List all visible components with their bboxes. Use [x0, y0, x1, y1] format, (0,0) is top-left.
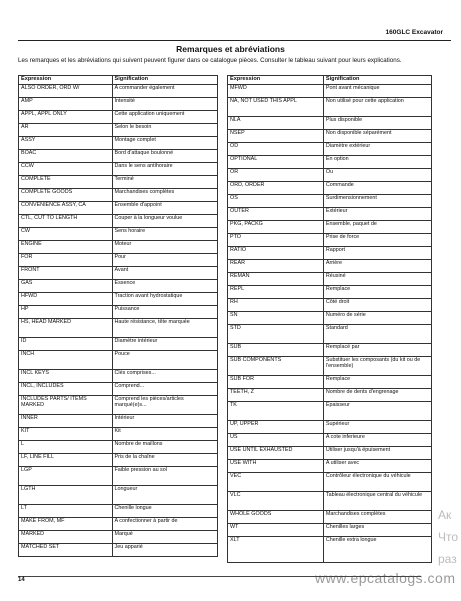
- signification-cell: Dans le sens antihoraire: [112, 163, 217, 176]
- table-row: [19, 467, 218, 486]
- expression-cell: NLA: [228, 117, 324, 130]
- expression-cell: PTO: [228, 234, 324, 247]
- signification-cell: Commande: [323, 182, 431, 195]
- expression-cell: PKG, PACKG: [228, 221, 324, 234]
- table-row: [19, 396, 218, 415]
- table-row: [228, 524, 432, 537]
- expression-cell: STD: [228, 325, 324, 344]
- signification-cell: Avant: [112, 267, 217, 280]
- table-row: [228, 299, 432, 312]
- signification-cell: Cette application uniquement: [112, 111, 217, 124]
- expression-cell: XLT: [228, 537, 324, 563]
- expression-cell: KIT: [19, 428, 113, 441]
- signification-cell: Chenille extra longue: [323, 537, 431, 563]
- table-row: [228, 447, 432, 460]
- column-header-signification: Signification: [323, 76, 431, 85]
- table-row: [19, 254, 218, 267]
- signification-cell: Intérieur: [112, 415, 217, 428]
- table-row: [228, 357, 432, 376]
- table-row: [228, 247, 432, 260]
- expression-cell: NA, NOT USED THIS APPL: [228, 98, 324, 117]
- signification-cell: Selon le besoin: [112, 124, 217, 137]
- signification-cell: Remplacé par: [323, 344, 431, 357]
- expression-cell: US: [228, 434, 324, 447]
- table-row: [228, 402, 432, 421]
- table-row: [228, 195, 432, 208]
- table-row: [19, 228, 218, 241]
- expression-cell: WHOLE GOODS: [228, 511, 324, 524]
- signification-cell: Traction avant hydrostatique: [112, 293, 217, 306]
- table-row: [228, 286, 432, 299]
- table-row: [19, 98, 218, 111]
- signification-cell: Arrière: [323, 260, 431, 273]
- abbreviations-table-left: [18, 75, 218, 557]
- expression-cell: RATIO: [228, 247, 324, 260]
- expression-cell: REMAN: [228, 273, 324, 286]
- signification-cell: Nombre de dents d'engrenage: [323, 389, 431, 402]
- signification-cell: A confectionner à partir de: [112, 518, 217, 531]
- expression-cell: FOR: [19, 254, 113, 267]
- watermark-text: www.epcatalogs.com: [315, 570, 456, 586]
- signification-cell: Bord d'attaque boulonné: [112, 150, 217, 163]
- table-row: [19, 111, 218, 124]
- expression-cell: OUTER: [228, 208, 324, 221]
- table-row: [228, 98, 432, 117]
- expression-cell: COMPLETE GOODS: [19, 189, 113, 202]
- signification-cell: Épaisseur: [323, 402, 431, 421]
- table-row: [228, 117, 432, 130]
- signification-cell: Marqué: [112, 531, 217, 544]
- expression-cell: OR: [228, 169, 324, 182]
- table-row: [228, 312, 432, 325]
- expression-cell: COMPLETE: [19, 176, 113, 189]
- expression-cell: USE WITH: [228, 460, 324, 473]
- expression-cell: AR: [19, 124, 113, 137]
- table-row: [228, 130, 432, 143]
- expression-cell: CONVENIENCE ASSY, CA: [19, 202, 113, 215]
- table-row: [228, 156, 432, 169]
- table-row: [228, 85, 432, 98]
- column-header-expression: Expression: [19, 76, 113, 85]
- page-title: Remarques et abréviations: [176, 44, 285, 54]
- expression-cell: TK: [228, 402, 324, 421]
- abbreviations-table-right: [227, 75, 432, 563]
- signification-cell: Chenilles larges: [323, 524, 431, 537]
- signification-cell: Numéro de série: [323, 312, 431, 325]
- table-row: [228, 325, 432, 344]
- signification-cell: Couper à la longueur voulue: [112, 215, 217, 228]
- expression-cell: LGP: [19, 467, 113, 486]
- expression-cell: ALSO ORDER, ORD W/: [19, 85, 113, 98]
- signification-cell: Contrôleur électronique du véhicule: [323, 473, 431, 492]
- signification-cell: Ensemble d'appoint: [112, 202, 217, 215]
- table-row: [228, 208, 432, 221]
- table-row: [19, 267, 218, 280]
- page-number: 14: [18, 577, 25, 583]
- expression-cell: AMP: [19, 98, 113, 111]
- signification-cell: Marchandises complètes: [112, 189, 217, 202]
- table-row: [228, 182, 432, 195]
- expression-cell: SUB: [228, 344, 324, 357]
- signification-cell: Haute résistance, tête marquée: [112, 319, 217, 338]
- signification-cell: Tableau électronique central du véhicule: [323, 492, 431, 511]
- table-row: [19, 454, 218, 467]
- expression-cell: GAS: [19, 280, 113, 293]
- signification-cell: Côté droit: [323, 299, 431, 312]
- expression-cell: HP: [19, 306, 113, 319]
- table-row: [228, 169, 432, 182]
- table-row: [19, 280, 218, 293]
- expression-cell: ENGINE: [19, 241, 113, 254]
- table-row: [19, 319, 218, 338]
- signification-cell: Extérieur: [323, 208, 431, 221]
- table-row: [19, 137, 218, 150]
- signification-cell: A commander également: [112, 85, 217, 98]
- expression-cell: ASSY: [19, 137, 113, 150]
- signification-cell: Supérieur: [323, 421, 431, 434]
- expression-cell: CCW: [19, 163, 113, 176]
- signification-cell: Sens horaire: [112, 228, 217, 241]
- expression-cell: REAR: [228, 260, 324, 273]
- table-row: [19, 124, 218, 137]
- table-row: [228, 421, 432, 434]
- table-row: [19, 351, 218, 370]
- expression-cell: INCLUDES PARTS/ ITEMS MARKED: [19, 396, 113, 415]
- expression-cell: ORD, ORDER: [228, 182, 324, 195]
- table-row: [19, 370, 218, 383]
- signification-cell: En option: [323, 156, 431, 169]
- document-header: 160GLC Excavator: [385, 29, 443, 36]
- expression-cell: CTL, CUT TO LENGTH: [19, 215, 113, 228]
- table-row: [19, 85, 218, 98]
- signification-cell: Diamètre extérieur: [323, 143, 431, 156]
- signification-cell: Réusiné: [323, 273, 431, 286]
- expression-cell: MFWD: [228, 85, 324, 98]
- table-row: [19, 338, 218, 351]
- table-row: [228, 511, 432, 524]
- expression-cell: LT: [19, 505, 113, 518]
- expression-cell: UP, UPPER: [228, 421, 324, 434]
- expression-cell: TEETH, Z: [228, 389, 324, 402]
- table-row: [228, 234, 432, 247]
- table-row: [228, 143, 432, 156]
- signification-cell: Longueur: [112, 486, 217, 505]
- table-row: [228, 273, 432, 286]
- expression-cell: MAKE FROM, MF: [19, 518, 113, 531]
- signification-cell: Rapport: [323, 247, 431, 260]
- expression-cell: L: [19, 441, 113, 454]
- signification-cell: Intensité: [112, 98, 217, 111]
- signification-cell: Prise de force: [323, 234, 431, 247]
- signification-cell: Terminé: [112, 176, 217, 189]
- table-row: [228, 389, 432, 402]
- signification-cell: Non disponible séparément: [323, 130, 431, 143]
- table-row: [228, 376, 432, 389]
- expression-cell: LGTH: [19, 486, 113, 505]
- table-row: [228, 260, 432, 273]
- expression-cell: INNER: [19, 415, 113, 428]
- signification-cell: Ou: [323, 169, 431, 182]
- signification-cell: Puissance: [112, 306, 217, 319]
- expression-cell: NSEP: [228, 130, 324, 143]
- expression-cell: INCL KEYS: [19, 370, 113, 383]
- table-row: [19, 486, 218, 505]
- table-row: [19, 306, 218, 319]
- signification-cell: Jeu apparié: [112, 544, 217, 557]
- table-row: [19, 544, 218, 557]
- expression-cell: SUB COMPONENTS: [228, 357, 324, 376]
- table-row: [19, 189, 218, 202]
- column-header-expression: Expression: [228, 76, 324, 85]
- table-row: [19, 415, 218, 428]
- expression-cell: MATCHED SET: [19, 544, 113, 557]
- signification-cell: Pont avant mécanique: [323, 85, 431, 98]
- table-row: [19, 505, 218, 518]
- signification-cell: Diamètre intérieur: [112, 338, 217, 351]
- intro-paragraph: Les remarques et les abréviations qui suivent peuvent figurer dans ce catalogue pièces. Consulter le tableau suivant pour leurs explications.: [18, 57, 402, 64]
- table-row: [228, 460, 432, 473]
- signification-cell: Moteur: [112, 241, 217, 254]
- signification-cell: Comprend...: [112, 383, 217, 396]
- signification-cell: Pris de la chaîne: [112, 454, 217, 467]
- signification-cell: Ensemble, paquet de: [323, 221, 431, 234]
- expression-cell: ID: [19, 338, 113, 351]
- header-rule: [18, 40, 451, 41]
- expression-cell: VEC: [228, 473, 324, 492]
- table-row: [19, 241, 218, 254]
- signification-cell: Pouce: [112, 351, 217, 370]
- expression-cell: MARKED: [19, 531, 113, 544]
- side-watermark-2: Что: [438, 530, 459, 544]
- expression-cell: INCH: [19, 351, 113, 370]
- expression-cell: VLC: [228, 492, 324, 511]
- table-row: [19, 215, 218, 228]
- table-row: [228, 492, 432, 511]
- signification-cell: Utiliser jusqu'à épuisement: [323, 447, 431, 460]
- expression-cell: HFWD: [19, 293, 113, 306]
- signification-cell: Remplace: [323, 376, 431, 389]
- signification-cell: Marchandises complètes: [323, 511, 431, 524]
- expression-cell: INCL, INCLUDES: [19, 383, 113, 396]
- table-row: [19, 383, 218, 396]
- table-row: [228, 434, 432, 447]
- expression-cell: HS, HEAD MARKED: [19, 319, 113, 338]
- table-row: [19, 163, 218, 176]
- signification-cell: Clés comprises...: [112, 370, 217, 383]
- table-row: [19, 202, 218, 215]
- signification-cell: Faible pression au sol: [112, 467, 217, 486]
- signification-cell: Nombre de maillons: [112, 441, 217, 454]
- signification-cell: A utiliser avec: [323, 460, 431, 473]
- table-row: [19, 441, 218, 454]
- table-row: [19, 150, 218, 163]
- expression-cell: OPTIONAL: [228, 156, 324, 169]
- signification-cell: Pour: [112, 254, 217, 267]
- side-watermark-1: Ак: [438, 508, 452, 522]
- side-watermark-3: раз: [438, 552, 457, 566]
- signification-cell: Substituer les composants (du kit ou de l'ensemble): [323, 357, 431, 376]
- signification-cell: Montage complet: [112, 137, 217, 150]
- signification-cell: Plus disponible: [323, 117, 431, 130]
- table-row: [19, 428, 218, 441]
- table-row: [228, 344, 432, 357]
- table-row: [19, 518, 218, 531]
- table-row: [19, 176, 218, 189]
- expression-cell: APPL, APPL ONLY: [19, 111, 113, 124]
- expression-cell: SUB FOR: [228, 376, 324, 389]
- expression-cell: OS: [228, 195, 324, 208]
- expression-cell: FRONT: [19, 267, 113, 280]
- table-row: [19, 293, 218, 306]
- expression-cell: SN: [228, 312, 324, 325]
- signification-cell: Standard: [323, 325, 431, 344]
- signification-cell: Chenille longue: [112, 505, 217, 518]
- signification-cell: Surdimensionnement: [323, 195, 431, 208]
- signification-cell: Kit: [112, 428, 217, 441]
- signification-cell: Essence: [112, 280, 217, 293]
- signification-cell: A cote inferieure: [323, 434, 431, 447]
- expression-cell: WT: [228, 524, 324, 537]
- table-row: [19, 531, 218, 544]
- table-row: [228, 537, 432, 563]
- expression-cell: LF, LINE FILL: [19, 454, 113, 467]
- expression-cell: BOAC: [19, 150, 113, 163]
- table-row: [228, 221, 432, 234]
- expression-cell: OD: [228, 143, 324, 156]
- table-row: [228, 473, 432, 492]
- signification-cell: Non utilisé pour cette application: [323, 98, 431, 117]
- expression-cell: RH: [228, 299, 324, 312]
- signification-cell: Remplace: [323, 286, 431, 299]
- column-header-signification: Signification: [112, 76, 217, 85]
- expression-cell: USE UNTIL EXHAUSTED: [228, 447, 324, 460]
- expression-cell: CW: [19, 228, 113, 241]
- expression-cell: REPL: [228, 286, 324, 299]
- signification-cell: Comprend les pièces/articles marqué(e)s...: [112, 396, 217, 415]
